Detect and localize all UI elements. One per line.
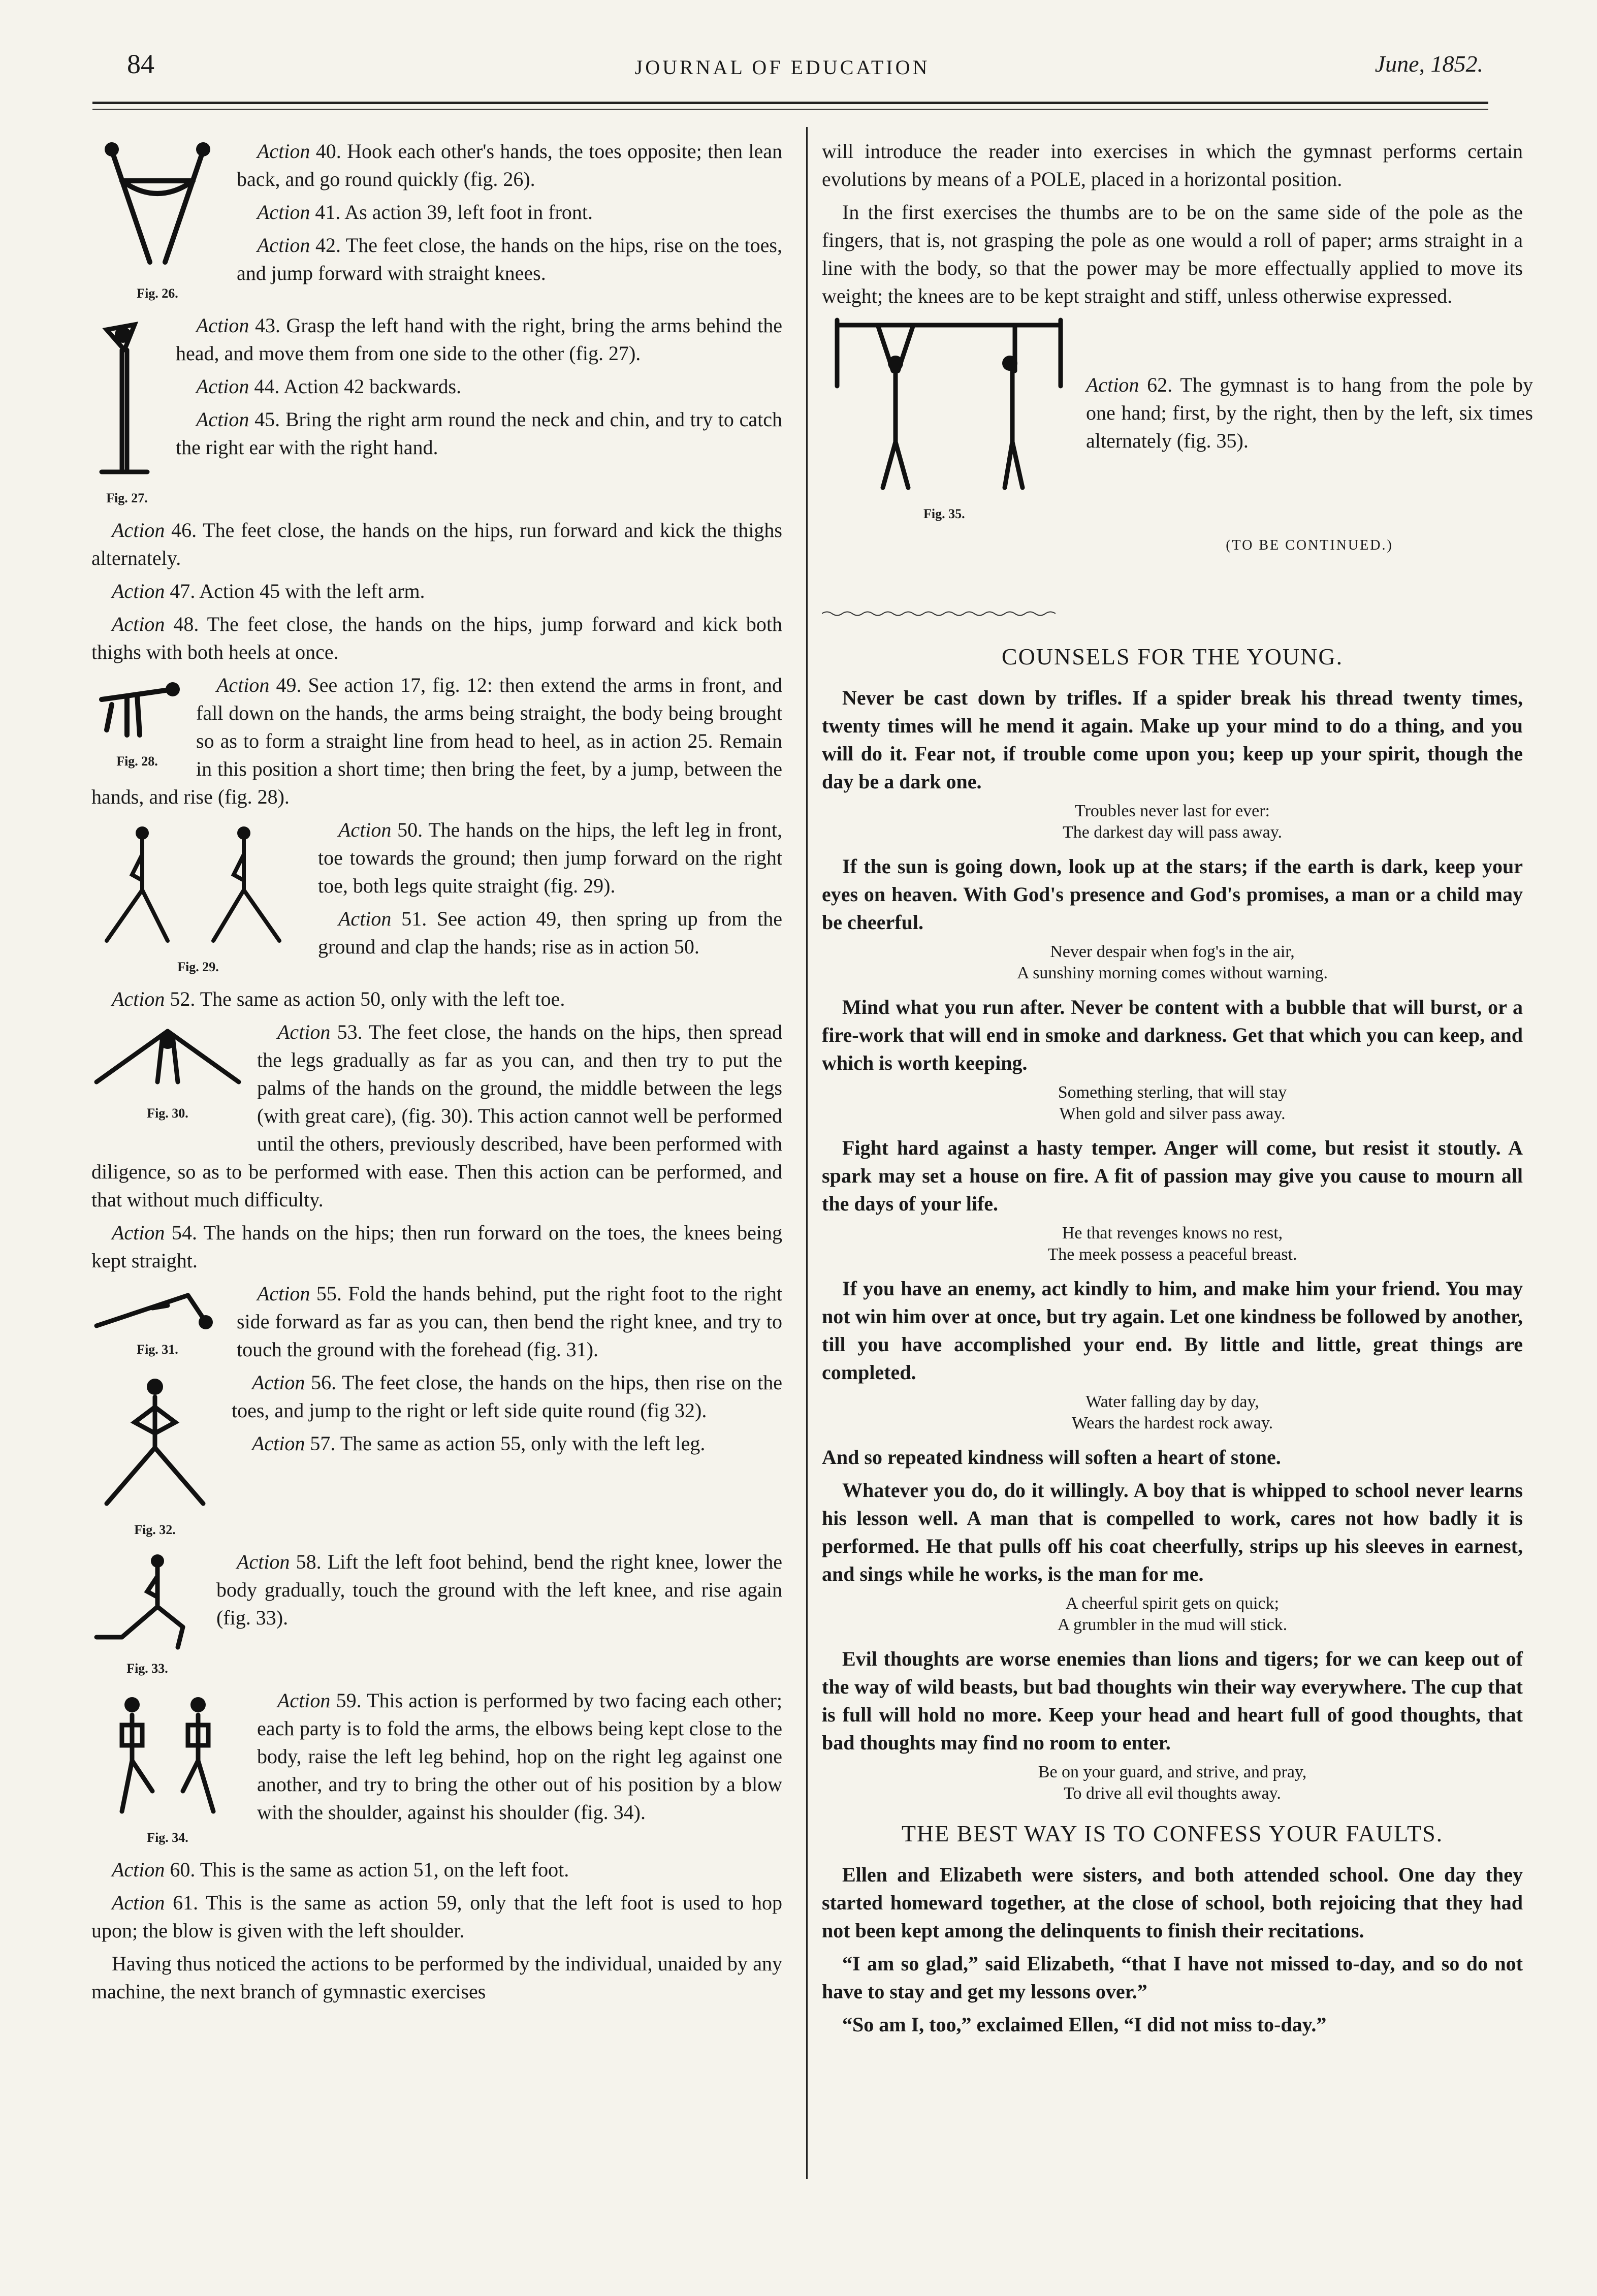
- figure-34-caption: Fig. 34.: [147, 1830, 188, 1845]
- action-53: Action 53. The feet close, the hands on the hips, then spread the legs gradually as far as you can, and then try to put the palms of the hands on the ground, the middle between the legs (with great care), (fig. 30). This action cannot well be performed until the others, previously described, have been performed with diligence, so as to be performed with ease. Then this action can be performed, and that without much difficulty.: [91, 1021, 782, 1211]
- header-rule: [92, 102, 1488, 104]
- counsels-verse-5: Water falling day by day, Wears the hardest rock away.: [1071, 1392, 1273, 1432]
- figure-33: [91, 1551, 203, 1682]
- counsels-paragraph-3: Mind what you run after. Never be content with a bubble that will burst, or a fire-work that will end in smoke and darkness. Get that which you can keep, and which is worth keeping.: [822, 996, 1523, 1074]
- counsels-paragraph-2: If the sun is going down, look up at the stars; if the earth is dark, keep your eyes on heaven. With God's presence and God's promises, a man or a child may be cheerful.: [822, 855, 1523, 934]
- action-59: Action 59. This action is performed by two facing each other; each party is to fold the arms, the elbows being kept close to the body, raise the left leg behind, hop on the right leg against one another, and try to bring the other out of his position by a blow with the shoulder, against his shoulder (fig. 34).: [257, 1689, 782, 1824]
- figure-27-illustration: [91, 314, 163, 482]
- confess-title: THE BEST WAY IS TO CONFESS YOUR FAULTS.: [901, 1821, 1444, 1846]
- figure-33-caption: Fig. 33.: [126, 1661, 168, 1676]
- figure-34-illustration: [91, 1689, 244, 1822]
- header-rule-thin: [92, 109, 1488, 110]
- issue-date: June, 1852.: [1375, 51, 1483, 77]
- figure-26: [91, 140, 223, 307]
- pole-intro: will introduce the reader into exercises in which the gymnast performs certain evolutions by means of a POLE, placed in a horizontal position.: [822, 140, 1523, 190]
- figure-32-caption: Fig. 32.: [134, 1522, 176, 1537]
- figure-33-illustration: [91, 1551, 203, 1652]
- counsels-verse-4: He that revenges knows no rest, The meek possess a peaceful breast.: [1047, 1224, 1297, 1264]
- action-56: Action 56. The feet close, the hands on the hips, then rise on the toes, and jump to the right or left side quite round (fig 32).: [232, 1371, 782, 1422]
- figure-31-caption: Fig. 31.: [137, 1342, 178, 1357]
- action-41: Action 41. As action 39, left foot in front.: [257, 201, 593, 224]
- confess-paragraph-3: “So am I, too,” exclaimed Ellen, “I did not miss to-day.”: [842, 2013, 1327, 2036]
- figure-32: [91, 1372, 218, 1544]
- page-header: [81, 48, 1483, 89]
- figure-32-illustration: [91, 1372, 218, 1514]
- action-46: Action 46. The feet close, the hands on the hips, run forward and kick the thighs alternately.: [91, 519, 782, 569]
- section-divider-wavy: [822, 610, 1056, 617]
- counsels-paragraph-5: If you have an enemy, act kindly to him, and make him your friend. You may not win him over at once, but try again. Let one kindness be followed by another, till you have accomplished your end. By little and little, great things are completed.: [822, 1277, 1523, 1384]
- action-43: Action 43. Grasp the left hand with the right, bring the arms behind the head, and move them from one side to the other (fig. 27).: [176, 314, 782, 365]
- pole-paragraph: In the first exercises the thumbs are to be on the same side of the pole as the fingers, that is, not grasping the pole as one would a roll of paper; arms straight in a line with the body, so that the power may be more effectually applied to move its weight; the knees are to be kept straight and stiff, unless otherwise expressed.: [822, 201, 1523, 307]
- counsels-verse-3: Something sterling, that will stay When gold and silver pass away.: [1058, 1083, 1287, 1123]
- figure-28-illustration: [91, 674, 183, 745]
- action-44: Action 44. Action 42 backwards.: [196, 375, 462, 398]
- counsels-verse-6: A cheerful spirit gets on quick; A grumbler in the mud will stick.: [1057, 1594, 1288, 1634]
- counsels-verse-2: Never despair when fog's in the air, A sunshiny morning comes without warning.: [1017, 942, 1328, 982]
- action-47: Action 47. Action 45 with the left arm.: [112, 580, 425, 602]
- action-61: Action 61. This is the same as action 59, only that the left foot is used to hop upon; the blow is given with the left shoulder.: [91, 1891, 782, 1942]
- action-49: Action 49. See action 17, fig. 12: then extend the arms in front, and fall down on the hands, the arms being straight, the body being brought so as to form a straight line from head to heel, as in action 25. Remain in this position a short time; then bring the feet, by a jump, between the hands, and rise (fig. 28).: [91, 674, 782, 808]
- figure-27-caption: Fig. 27.: [106, 491, 148, 505]
- figure-29: [91, 819, 305, 981]
- left-column: [91, 137, 782, 2011]
- action-50: Action 50. The hands on the hips, the left leg in front, toe towards the ground; then jump forward on the right toe, both legs quite straight (fig. 29).: [318, 818, 782, 897]
- counsels-paragraph-7: Whatever you do, do it willingly. A boy that is whipped to school never learns his lesson well. A man that is compelled to work, cares not how badly it is performed. He that pulls off his coat cheerfully, strips up his sleeves in earnest, and sings while he works, is the man for me.: [822, 1479, 1523, 1585]
- right-column: [822, 137, 1533, 2044]
- counsels-paragraph-4: Fight hard against a hasty temper. Anger will come, but resist it stoutly. A spark may set a house on fire. A fit of passion may give you cause to mourn all the days of your life.: [822, 1136, 1523, 1215]
- page-number: 84: [127, 49, 154, 79]
- action-60: Action 60. This is the same as action 51, on the left foot.: [112, 1858, 569, 1881]
- action-51: Action 51. See action 49, then spring up from the ground and clap the hands; rise as in action 50.: [318, 907, 782, 958]
- action-54: Action 54. The hands on the hips; then run forward on the toes, the knees being kept straight.: [91, 1221, 782, 1272]
- figure-30-caption: Fig. 30.: [147, 1106, 188, 1121]
- figure-31-illustration: [91, 1283, 223, 1333]
- counsels-paragraph-8: Evil thoughts are worse enemies than lions and tigers; for we can keep out of the way of wild beasts, but bad thoughts win their way everywhere. The cup that is full will hold no more. Keep your head and heart full of good thoughts, that bad thoughts may find no room to enter.: [822, 1647, 1523, 1754]
- to-be-continued: (TO BE CONTINUED.): [1226, 537, 1393, 553]
- journal-title: JOURNAL OF EDUCATION: [634, 56, 930, 79]
- figure-30: [91, 1021, 244, 1127]
- figure-29-illustration: [91, 819, 305, 951]
- counsels-verse-7: Be on your guard, and strive, and pray, To drive all evil thoughts away.: [1038, 1763, 1307, 1803]
- figure-28-caption: Fig. 28.: [116, 754, 158, 769]
- figure-27: [91, 314, 163, 512]
- counsels-paragraph-1: Never be cast down by trifles. If a spider break his thread twenty times, twenty times will he mend it again. Make up your mind to do a thing, and you will do it. Fear not, if trouble come upon you; keep up your spirit, though the day be a dark one.: [822, 686, 1523, 793]
- action-58: Action 58. Lift the left foot behind, bend the right knee, lower the body gradually, touch the ground with the left knee, and rise again (fig. 33).: [216, 1550, 782, 1629]
- action-52: Action 52. The same as action 50, only with the left toe.: [112, 987, 565, 1010]
- counsels-title: COUNSELS FOR THE YOUNG.: [1001, 644, 1344, 669]
- figure-26-illustration: [91, 140, 223, 277]
- figure-30-illustration: [91, 1021, 244, 1097]
- action-55: Action 55. Fold the hands behind, put the right foot to the right side forward as far as you can, then bend the right knee, and try to touch the ground with the forehead (fig. 31).: [237, 1282, 782, 1361]
- counsels-verse-1: Troubles never last for ever: The darkest day will pass away.: [1062, 802, 1283, 842]
- action-45: Action 45. Bring the right arm round the neck and chin, and try to catch the right ear with the right hand.: [176, 408, 782, 459]
- action-42: Action 42. The feet close, the hands on the hips, rise on the toes, and jump forward with straight knees.: [237, 234, 782, 284]
- figure-35-caption: Fig. 35.: [923, 506, 965, 521]
- figure-34: [91, 1689, 244, 1852]
- figure-35-illustration: [832, 315, 1066, 498]
- figure-31: [91, 1283, 223, 1363]
- confess-paragraph-2: “I am so glad,” said Elizabeth, “that I have not missed to-day, and so do not have to stay and get my lessons over.”: [822, 1952, 1523, 2003]
- figure-35: [832, 315, 1533, 599]
- counsels-paragraph-6: And so repeated kindness will soften a heart of stone.: [822, 1446, 1281, 1469]
- figure-28: [91, 674, 183, 775]
- action-40: Action 40. Hook each other's hands, the toes opposite; then lean back, and go round quickly (fig. 26).: [237, 140, 782, 190]
- action-57: Action 57. The same as action 55, only with the left leg.: [252, 1432, 706, 1455]
- confess-paragraph-1: Ellen and Elizabeth were sisters, and both attended school. One day they started homeward together, at the close of school, both rejoicing that they had not been kept among the delinquents to finish their recitations.: [822, 1863, 1523, 1942]
- action-62: Action 62. The gymnast is to hang from the pole by one hand; first, by the right, then by the left, six times alternately (fig. 35).: [1086, 373, 1533, 452]
- figure-26-caption: Fig. 26.: [137, 286, 178, 301]
- action-48: Action 48. The feet close, the hands on the hips, jump forward and kick both thighs with both heels at once.: [91, 613, 782, 663]
- closing-paragraph: Having thus noticed the actions to be performed by the individual, unaided by any machine, the next branch of gymnastic exercises: [91, 1952, 782, 2003]
- column-divider: [806, 127, 808, 2179]
- figure-29-caption: Fig. 29.: [177, 960, 219, 974]
